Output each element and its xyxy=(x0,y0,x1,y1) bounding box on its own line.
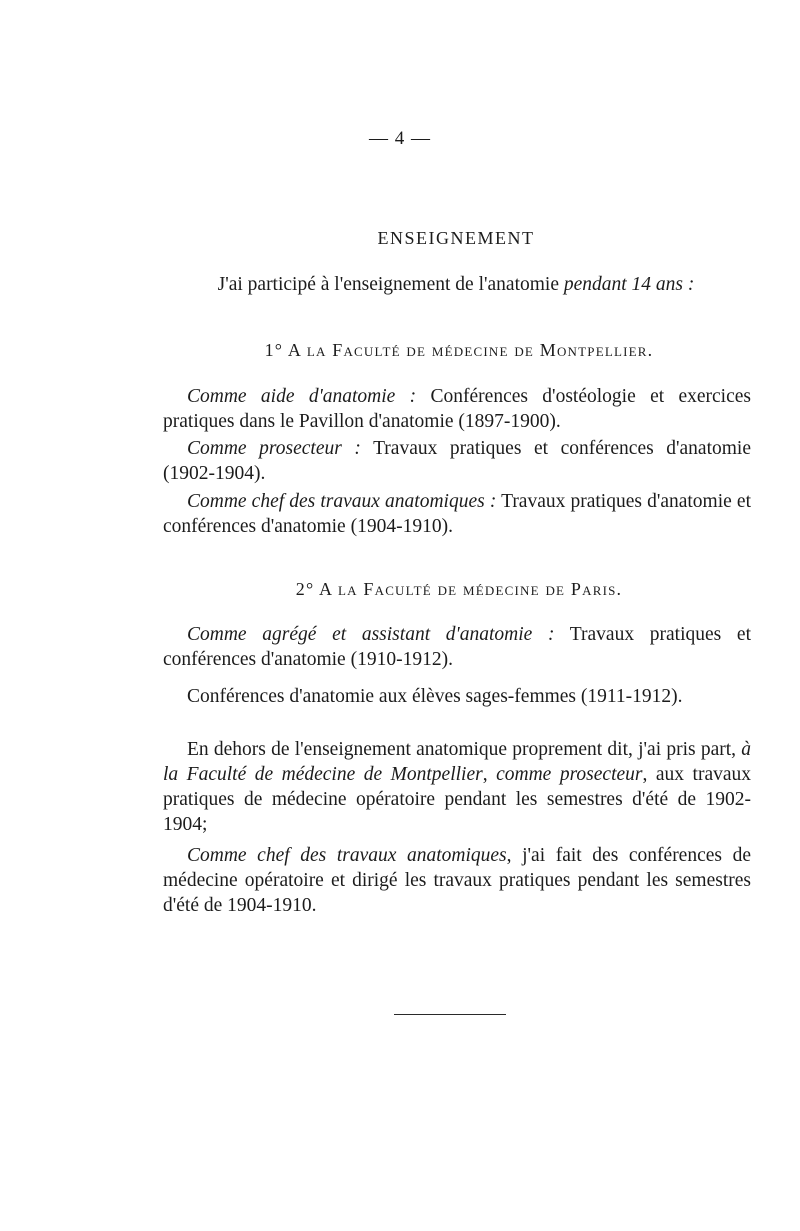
paragraph-sages-femmes xyxy=(163,684,751,709)
section-heading: ENSEIGNEMENT xyxy=(377,228,535,248)
intro-text: J'ai participé à l'enseignement de l'anatomie xyxy=(217,274,564,295)
page-number: — 4 — xyxy=(369,128,431,149)
paragraph-medecine-operatoire xyxy=(163,737,751,837)
section-title-montpellier: 1° A la Faculté de médecine de Montpellier. xyxy=(264,340,654,360)
paragraph-aide-anatomie xyxy=(163,384,751,434)
paragraph-text: Travaux pratiques d'anatomie et conférences d'anatomie (1904-1910). xyxy=(163,491,751,537)
paragraph-text: Travaux pratiques et conférences d'anatomie (1902-1904). xyxy=(163,438,751,484)
intro-italic: pendant 14 ans : xyxy=(563,274,695,295)
paragraph-text: , aux travaux pratiques de médecine opératoire pendant les semestres d'été de 1902-1904; xyxy=(163,764,751,835)
paragraph-italic: comme prosecteur xyxy=(496,764,643,785)
paragraph-chef-conferences xyxy=(163,843,751,918)
end-rule xyxy=(394,1014,506,1015)
paragraph-italic: à la Faculté de médecine de Montpellier xyxy=(163,739,751,785)
paragraph-text: Conférences d'anatomie aux élèves sages-femmes (1911-1912). xyxy=(187,686,683,707)
paragraph-text: , j'ai fait des conférences de médecine opératoire et dirigé les travaux pratiques pendant les semestres d'été de 1904-1910. xyxy=(163,845,751,916)
paragraph-role: Comme prosecteur : xyxy=(187,438,361,459)
paragraph-text: En dehors de l'enseignement anatomique proprement dit, j'ai pris part, xyxy=(187,739,742,760)
paragraph-chef-travaux xyxy=(163,489,751,539)
paragraph-text: Travaux pratiques et conférences d'anatomie (1910-1912). xyxy=(163,624,751,670)
paragraph-role: Comme chef des travaux anatomiques : xyxy=(187,491,497,512)
paragraph-role: Comme chef des travaux anatomiques xyxy=(187,845,507,866)
paragraph-agrege xyxy=(163,622,751,672)
paragraph-text: , xyxy=(482,764,497,785)
intro-line xyxy=(0,274,800,296)
section-title-paris: 2° A la Faculté de médecine de Paris. xyxy=(295,579,623,599)
paragraph-role: Comme aide d'anatomie : xyxy=(187,386,417,407)
paragraph-role: Comme agrégé et assistant d'anatomie : xyxy=(187,624,555,645)
paragraph-prosecteur xyxy=(163,436,751,486)
paragraph-text: Conférences d'ostéologie et exercices pratiques dans le Pavillon d'anatomie (1897-1900). xyxy=(163,386,752,432)
